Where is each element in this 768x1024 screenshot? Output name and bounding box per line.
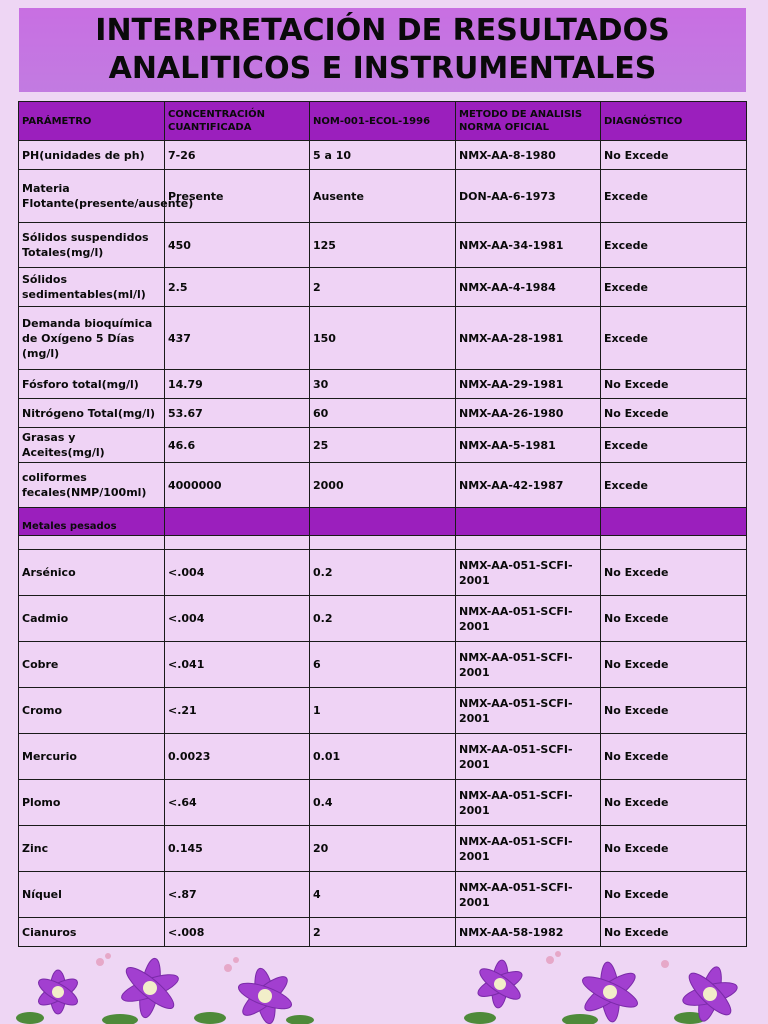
clematis-flowers-icon — [0, 948, 330, 1024]
table-row — [19, 872, 747, 918]
cell-method: NMX-AA-8-1980 — [456, 141, 601, 170]
cell-diag: No Excede — [601, 918, 747, 947]
table-row — [19, 141, 747, 170]
cell-conc: 0.0023 — [165, 734, 310, 780]
section-label: Metales pesados — [19, 508, 165, 536]
page-title-line-1: INTERPRETACIÓN DE RESULTADOS — [95, 13, 670, 48]
cell-param: Grasas y Aceites(mg/l) — [19, 428, 165, 463]
cell-nom: 2 — [310, 918, 456, 947]
cell-diag: Excede — [601, 223, 747, 268]
cell-method: NMX-AA-051-SCFI-2001 — [456, 826, 601, 872]
empty-cell — [310, 536, 456, 550]
section-empty-cell — [310, 508, 456, 536]
cell-param: Sólidos suspendidos Totales(mg/l) — [19, 223, 165, 268]
cell-method: NMX-AA-29-1981 — [456, 370, 601, 399]
cell-conc: <.21 — [165, 688, 310, 734]
cell-diag: Excede — [601, 170, 747, 223]
section-empty-cell — [456, 508, 601, 536]
cell-param: Cromo — [19, 688, 165, 734]
cell-param: Fósforo total(mg/l) — [19, 370, 165, 399]
section-header-row — [19, 508, 747, 536]
cell-param: Níquel — [19, 872, 165, 918]
cell-method: NMX-AA-42-1987 — [456, 463, 601, 508]
cell-conc: 53.67 — [165, 399, 310, 428]
cell-method: NMX-AA-4-1984 — [456, 268, 601, 307]
cell-nom: 0.01 — [310, 734, 456, 780]
cell-conc: 7-26 — [165, 141, 310, 170]
table-row — [19, 642, 747, 688]
cell-param: Mercurio — [19, 734, 165, 780]
cell-param: Plomo — [19, 780, 165, 826]
section-empty-cell — [601, 508, 747, 536]
cell-conc: <.64 — [165, 780, 310, 826]
cell-param: Sólidos sedimentables(ml/l) — [19, 268, 165, 307]
cell-diag: No Excede — [601, 596, 747, 642]
table-row — [19, 268, 747, 307]
results-table — [18, 101, 747, 947]
cell-diag: No Excede — [601, 688, 747, 734]
table-row — [19, 918, 747, 947]
table-row — [19, 688, 747, 734]
cell-diag: Excede — [601, 307, 747, 370]
cell-param: Materia Flotante(presente/ausente) — [19, 170, 165, 223]
cell-diag: Excede — [601, 268, 747, 307]
cell-diag: No Excede — [601, 141, 747, 170]
cell-param: Cadmio — [19, 596, 165, 642]
table-row — [19, 399, 747, 428]
table-row — [19, 550, 747, 596]
cell-param: Nitrógeno Total(mg/l) — [19, 399, 165, 428]
cell-param: Demanda bioquímica de Oxígeno 5 Días (mg/l) — [19, 307, 165, 370]
cell-nom: 2000 — [310, 463, 456, 508]
cell-nom: 30 — [310, 370, 456, 399]
cell-nom: 0.4 — [310, 780, 456, 826]
table-row — [19, 428, 747, 463]
cell-method: NMX-AA-051-SCFI-2001 — [456, 596, 601, 642]
cell-diag: No Excede — [601, 826, 747, 872]
header-concentracion: CONCENTRACIÓN CUANTIFICADA — [165, 102, 310, 141]
clematis-flowers-icon — [440, 948, 768, 1024]
cell-method: NMX-AA-051-SCFI-2001 — [456, 642, 601, 688]
cell-method: NMX-AA-051-SCFI-2001 — [456, 872, 601, 918]
cell-method: NMX-AA-34-1981 — [456, 223, 601, 268]
spacer-row — [19, 536, 747, 550]
table-row — [19, 307, 747, 370]
cell-nom: 6 — [310, 642, 456, 688]
cell-nom: 0.2 — [310, 596, 456, 642]
cell-conc: 450 — [165, 223, 310, 268]
table-header-row — [19, 102, 747, 141]
table-row — [19, 223, 747, 268]
cell-nom: 20 — [310, 826, 456, 872]
cell-method: NMX-AA-051-SCFI-2001 — [456, 550, 601, 596]
cell-conc: <.008 — [165, 918, 310, 947]
cell-nom: 0.2 — [310, 550, 456, 596]
empty-cell — [601, 536, 747, 550]
cell-conc: 14.79 — [165, 370, 310, 399]
table-row — [19, 370, 747, 399]
cell-conc: 437 — [165, 307, 310, 370]
table-row — [19, 734, 747, 780]
cell-conc: 46.6 — [165, 428, 310, 463]
cell-param: Cianuros — [19, 918, 165, 947]
cell-nom: 25 — [310, 428, 456, 463]
cell-nom: 5 a 10 — [310, 141, 456, 170]
empty-cell — [19, 536, 165, 550]
cell-nom: 150 — [310, 307, 456, 370]
cell-conc: <.004 — [165, 550, 310, 596]
cell-conc: 0.145 — [165, 826, 310, 872]
table-row — [19, 596, 747, 642]
cell-diag: No Excede — [601, 780, 747, 826]
cell-param: Cobre — [19, 642, 165, 688]
cell-param: coliformes fecales(NMP/100ml) — [19, 463, 165, 508]
header-metodo: METODO DE ANALISIS NORMA OFICIAL — [456, 102, 601, 141]
cell-conc: <.004 — [165, 596, 310, 642]
cell-method: NMX-AA-58-1982 — [456, 918, 601, 947]
cell-conc: Presente — [165, 170, 310, 223]
cell-nom: 125 — [310, 223, 456, 268]
cell-method: NMX-AA-26-1980 — [456, 399, 601, 428]
empty-cell — [165, 536, 310, 550]
section-empty-cell — [165, 508, 310, 536]
cell-nom: 2 — [310, 268, 456, 307]
table-row — [19, 826, 747, 872]
cell-diag: No Excede — [601, 872, 747, 918]
cell-diag: No Excede — [601, 642, 747, 688]
table-row — [19, 780, 747, 826]
cell-nom: Ausente — [310, 170, 456, 223]
cell-method: NMX-AA-5-1981 — [456, 428, 601, 463]
cell-method: DON-AA-6-1973 — [456, 170, 601, 223]
cell-diag: No Excede — [601, 734, 747, 780]
cell-method: NMX-AA-051-SCFI-2001 — [456, 688, 601, 734]
cell-method: NMX-AA-051-SCFI-2001 — [456, 734, 601, 780]
table-row — [19, 463, 747, 508]
cell-diag: Excede — [601, 463, 747, 508]
cell-method: NMX-AA-28-1981 — [456, 307, 601, 370]
header-nom: NOM-001-ECOL-1996 — [310, 102, 456, 141]
page-title-line-2: ANALITICOS E INSTRUMENTALES — [108, 51, 657, 86]
cell-diag: No Excede — [601, 399, 747, 428]
cell-method: NMX-AA-051-SCFI-2001 — [456, 780, 601, 826]
cell-param: Zinc — [19, 826, 165, 872]
cell-conc: 4000000 — [165, 463, 310, 508]
cell-diag: No Excede — [601, 550, 747, 596]
cell-param: PH(unidades de ph) — [19, 141, 165, 170]
cell-conc: <.041 — [165, 642, 310, 688]
cell-diag: Excede — [601, 428, 747, 463]
cell-diag: No Excede — [601, 370, 747, 399]
header-parametro: PARÁMETRO — [19, 102, 165, 141]
cell-conc: 2.5 — [165, 268, 310, 307]
cell-conc: <.87 — [165, 872, 310, 918]
title-banner — [19, 8, 746, 92]
cell-nom: 1 — [310, 688, 456, 734]
cell-nom: 4 — [310, 872, 456, 918]
table-row — [19, 170, 747, 223]
empty-cell — [456, 536, 601, 550]
cell-param: Arsénico — [19, 550, 165, 596]
cell-nom: 60 — [310, 399, 456, 428]
header-diagnostico: DIAGNÓSTICO — [601, 102, 747, 141]
